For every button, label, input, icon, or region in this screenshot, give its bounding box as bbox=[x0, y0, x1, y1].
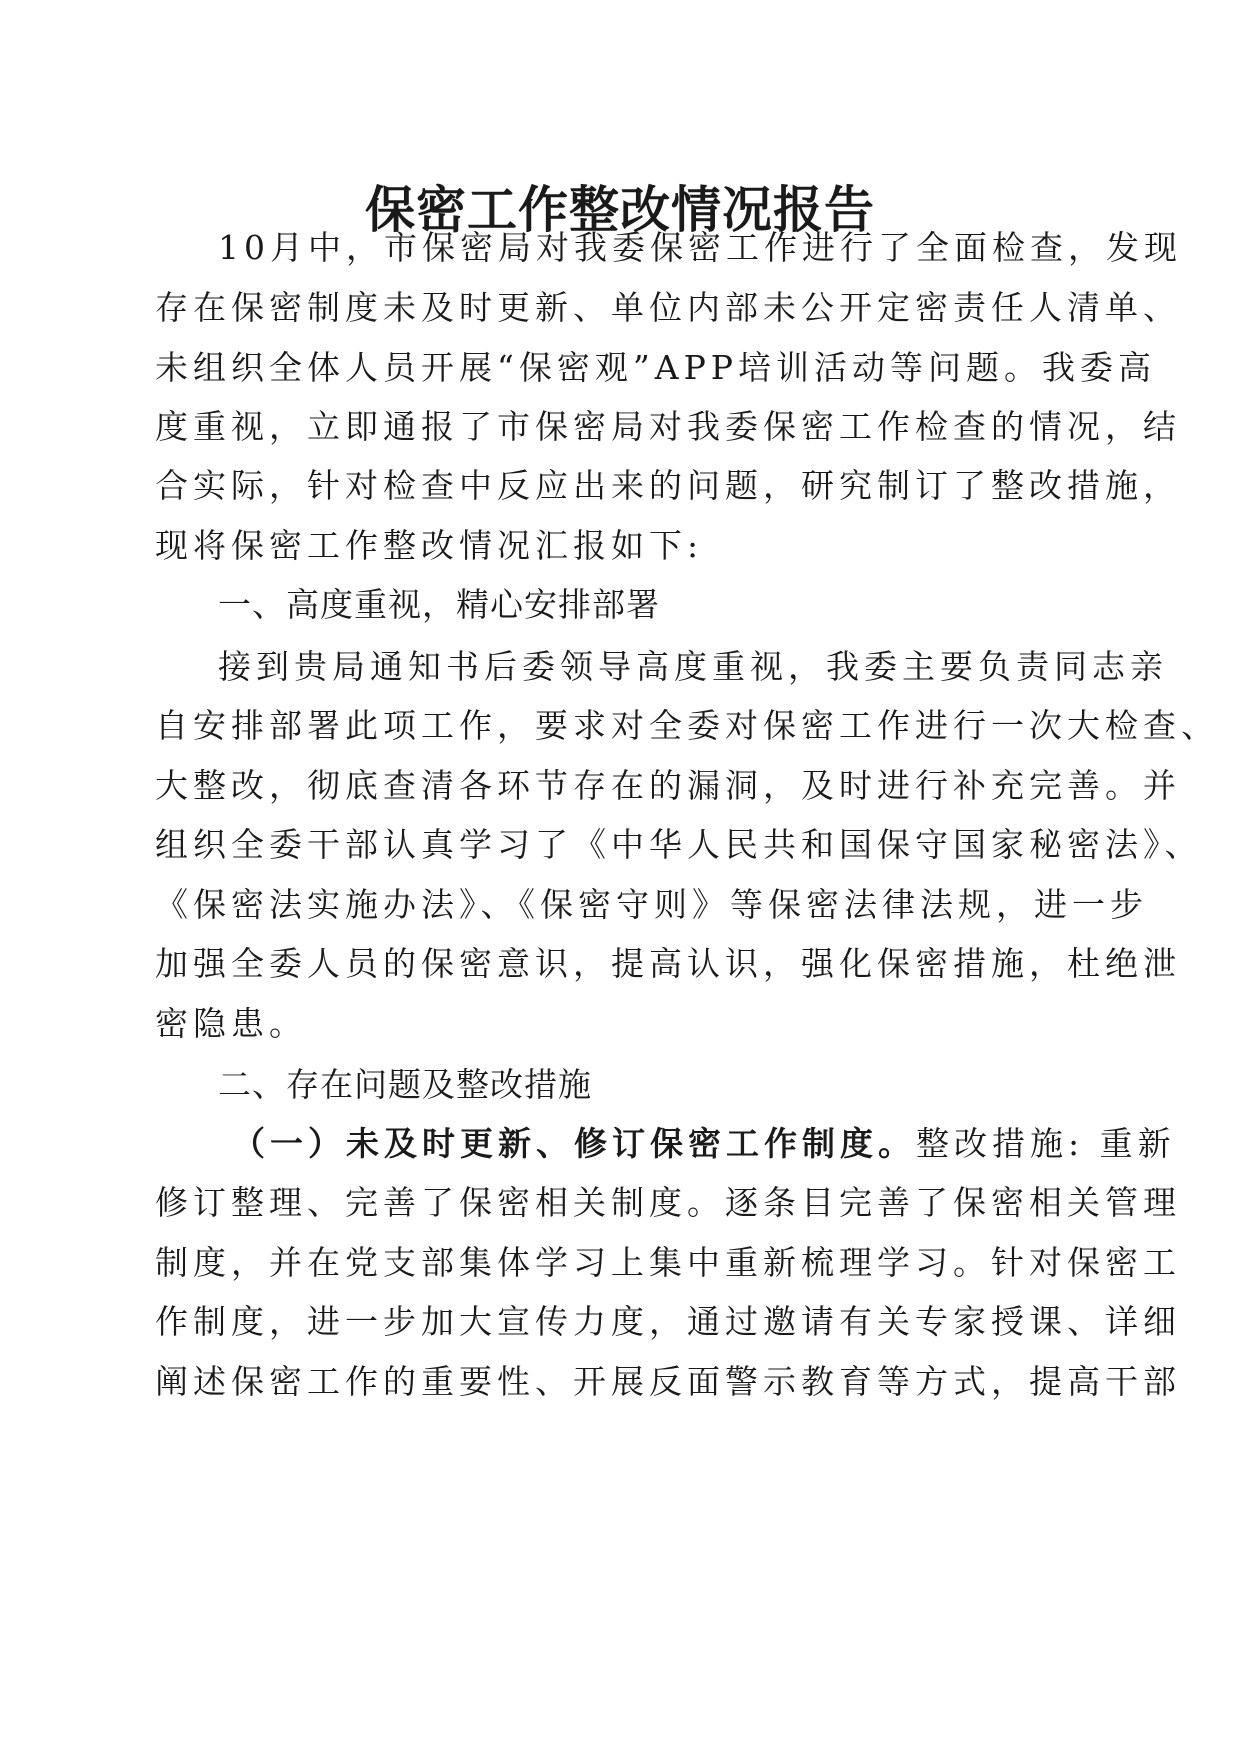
section-1-heading: 一、高度重视，精心安排部署 bbox=[218, 585, 660, 624]
intro-line: 度重视，立即通报了市保密局对我委保密工作检查的情况，结 bbox=[155, 407, 1181, 446]
section-1-line: 接到贵局通知书后委领导高度重视，我委主要负责同志亲 bbox=[218, 647, 1168, 686]
intro-line: 合实际，针对检查中反应出来的问题，研究制订了整改措施， bbox=[155, 466, 1181, 505]
section-1-line: 大整改，彻底查清各环节存在的漏洞，及时进行补充完善。并 bbox=[155, 766, 1181, 805]
section-2-heading: 二、存在问题及整改措施 bbox=[218, 1065, 592, 1104]
intro-line: 现将保密工作整改情况汇报如下: bbox=[155, 526, 704, 565]
intro-line: 未组织全体人员开展“保密观”APP培训活动等问题。我委高 bbox=[155, 348, 1156, 387]
section-1-line: 自安排部署此项工作，要求对全委对保密工作进行一次大检查、 bbox=[155, 706, 1219, 745]
section-2-item-1 bbox=[232, 1122, 1176, 1166]
section-2-line: 制度，并在党支部集体学习上集中重新梳理学习。针对保密工 bbox=[155, 1243, 1181, 1282]
section-1-line: 《保密法实施办法》、《保密守则》等保密法律法规，进一步 bbox=[155, 885, 1148, 924]
document-title: 保密工作整改情况报告 bbox=[365, 180, 875, 239]
section-1-line: 密隐患。 bbox=[155, 1004, 307, 1043]
section-1-line: 组织全委干部认真学习了《中华人民共和国保守国家秘密法》、 bbox=[155, 825, 1203, 864]
section-2-line: 阐述保密工作的重要性、开展反面警示教育等方式，提高干部 bbox=[155, 1362, 1181, 1401]
item-1-title: （一）未及时更新、修订保密工作制度。 bbox=[232, 1124, 916, 1163]
section-2-line: 作制度，进一步加大宣传力度，通过邀请有关专家授课、详细 bbox=[155, 1302, 1181, 1341]
intro-line: 10月中，市保密局对我委保密工作进行了全面检查，发现 bbox=[218, 228, 1182, 267]
section-2-line: 修订整理、完善了保密相关制度。逐条目完善了保密相关管理 bbox=[155, 1183, 1181, 1222]
intro-line: 存在保密制度未及时更新、单位内部未公开定密责任人清单、 bbox=[155, 288, 1181, 327]
section-1-line: 加强全委人员的保密意识，提高认识，强化保密措施，杜绝泄 bbox=[155, 944, 1181, 983]
item-1-rest: 整改措施: 重新 bbox=[916, 1124, 1176, 1163]
